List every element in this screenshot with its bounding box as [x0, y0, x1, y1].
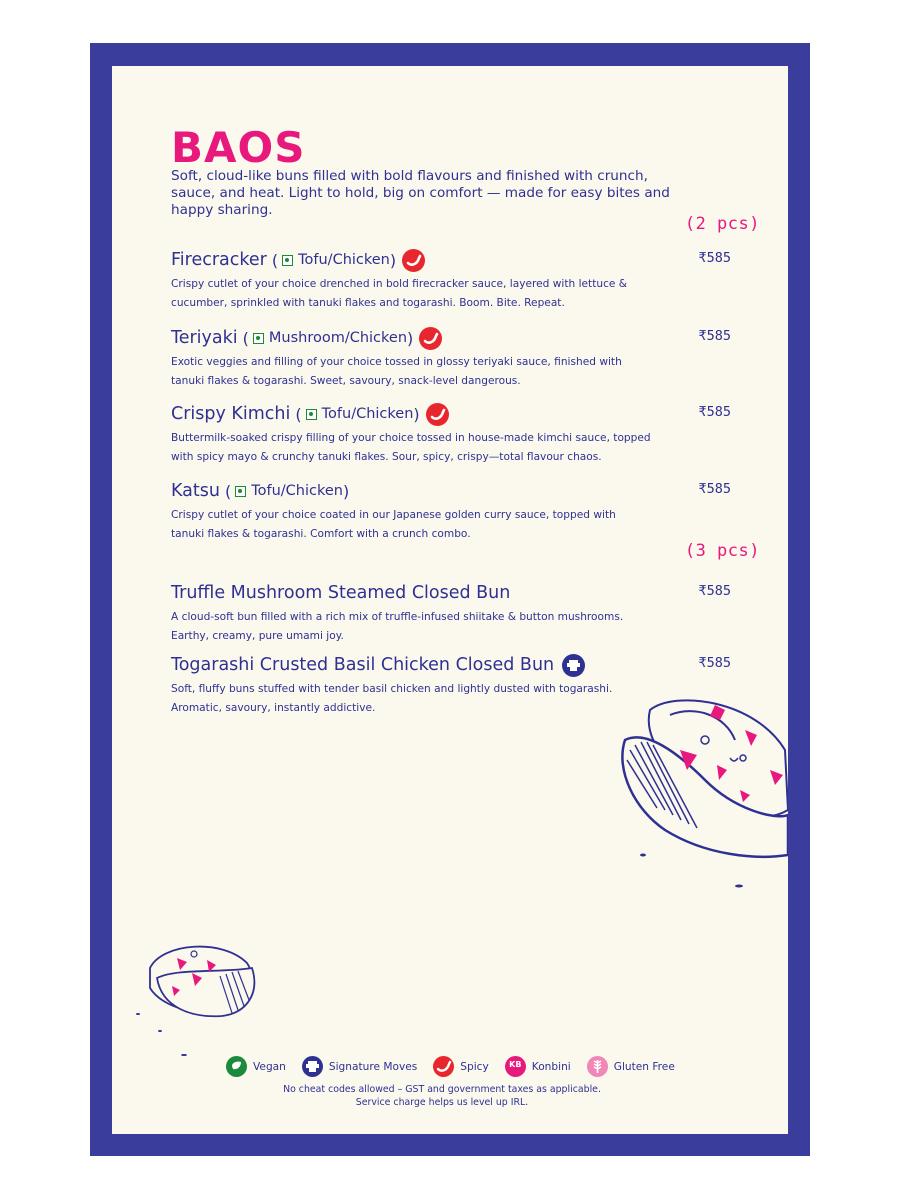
- menu-item-katsu: [171, 479, 731, 544]
- menu-item-truffle-mushroom-bun: [171, 581, 731, 646]
- legend-signature: Signature Moves: [302, 1056, 417, 1077]
- chili-icon: [433, 1056, 454, 1077]
- item-description: Exotic veggies and filling of your choice tossed in glossy teriyaki sauce, finished with tanuki flakes & togarashi. Sweet, savoury, snack-level dangerous.: [171, 356, 622, 387]
- item-name: Crispy Kimchi: [171, 404, 291, 424]
- veg-mark-icon: [253, 333, 264, 344]
- item-name: Teriyaki: [171, 328, 238, 348]
- veg-mark-icon: [235, 486, 246, 497]
- item-name: Truffle Mushroom Steamed Closed Bun: [171, 583, 511, 603]
- item-description: A cloud-soft bun filled with a rich mix of truffle-infused shiitake & button mushrooms. Earthy, creamy, pure umami joy.: [171, 611, 624, 642]
- item-description: Crispy cutlet of your choice drenched in bold firecracker sauce, layered with lettuce & cucumber, sprinkled with tanuki flakes and togarashi. Boom. Bite. Repeat.: [171, 278, 628, 309]
- footer-line-2: Service charge helps us level up IRL.: [355, 1096, 529, 1108]
- kb-icon: KB: [505, 1056, 526, 1077]
- chili-icon: [402, 249, 425, 272]
- item-name: Firecracker: [171, 250, 267, 270]
- item-price: ₹585: [698, 655, 731, 671]
- wheat-icon: [587, 1056, 608, 1077]
- item-description: Buttermilk-soaked crispy filling of your choice tossed in house-made kimchi sauce, topped with spicy mayo & crunchy tanuki flakes. Sour, spicy, crispy—total flavour chaos.: [171, 432, 651, 463]
- legend-konbini: KB Konbini: [505, 1056, 571, 1077]
- item-options: ( Tofu/Chicken ): [271, 250, 397, 270]
- bao-illustration-large: [605, 690, 788, 890]
- item-options: ( Tofu/Chicken ): [295, 404, 420, 424]
- item-options: ( Tofu/Chicken ): [224, 481, 350, 501]
- item-price: ₹585: [698, 583, 731, 599]
- footer-line-1: No cheat codes allowed – GST and government taxes as applicable.: [283, 1084, 601, 1095]
- menu-item-teriyaki: [171, 326, 731, 391]
- group-label-2pcs: (2 pcs): [684, 214, 760, 234]
- bao-illustration-small: [132, 938, 267, 1058]
- signature-icon: [302, 1056, 323, 1077]
- chili-icon: [419, 327, 442, 350]
- item-name: Katsu: [171, 481, 220, 501]
- item-name: Togarashi Crusted Basil Chicken Closed Bun: [171, 655, 555, 675]
- veg-mark-icon: [282, 255, 293, 266]
- legend-gluten-free: Gluten Free: [587, 1056, 675, 1077]
- menu-item-crispy-kimchi: [171, 402, 731, 467]
- item-price: ₹585: [698, 250, 731, 266]
- legend-spicy: Spicy: [433, 1056, 489, 1077]
- item-description: Soft, fluffy buns stuffed with tender basil chicken and lightly dusted with togarashi. Aromatic, savoury, instantly addictive.: [171, 683, 613, 714]
- veg-mark-icon: [306, 409, 317, 420]
- signature-icon: [562, 654, 585, 677]
- item-price: ₹585: [698, 481, 731, 497]
- item-options: ( Mushroom/Chicken ): [242, 328, 414, 348]
- legend-vegan: Vegan: [226, 1056, 286, 1077]
- group-label-3pcs: (3 pcs): [684, 541, 760, 561]
- chili-icon: [426, 403, 449, 426]
- footer-note: [112, 1084, 772, 1109]
- section-title: BAOS: [171, 123, 306, 172]
- leaf-icon: [226, 1056, 247, 1077]
- section-intro: Soft, cloud-like buns filled with bold flavours and finished with crunch, sauce, and heat. Light to hold, big on comfort — made for easy bites and happy sharing.: [171, 168, 670, 218]
- item-description: Crispy cutlet of your choice coated in our Japanese golden curry sauce, topped with tanuki flakes & togarashi. Comfort with a crunch combo.: [171, 509, 616, 540]
- item-price: ₹585: [698, 328, 731, 344]
- item-price: ₹585: [698, 404, 731, 420]
- menu-item-firecracker: [171, 248, 731, 313]
- icon-legend: [226, 1056, 686, 1077]
